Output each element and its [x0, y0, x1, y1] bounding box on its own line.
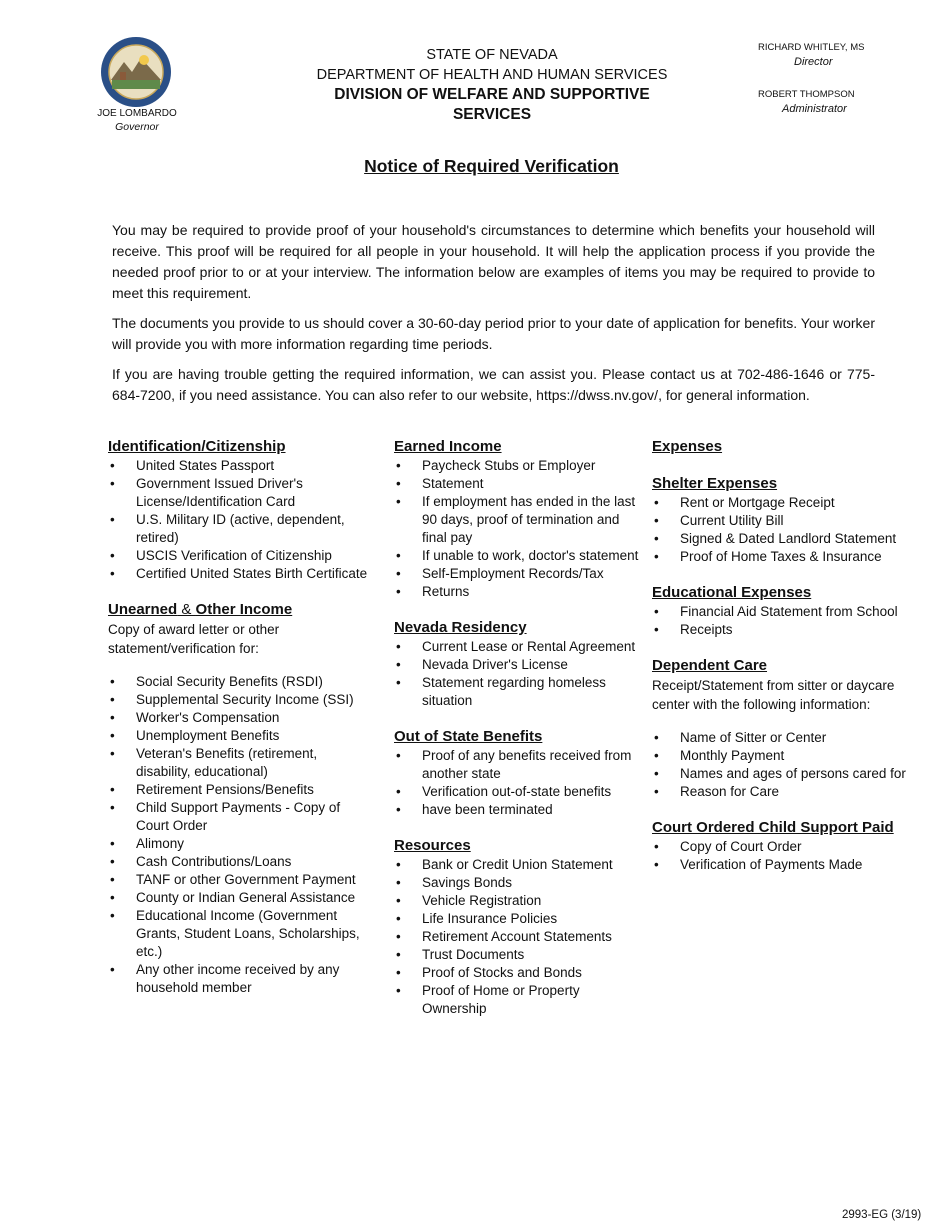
list-item: • Monthly Payment — [652, 747, 922, 765]
identification-list — [108, 457, 373, 583]
section-heading-shelter-expenses: Shelter Expenses — [652, 475, 778, 492]
section-heading-earned-income: Earned Income — [394, 438, 502, 455]
section-heading-identification: Identification/Citizenship — [108, 438, 286, 455]
list-item: • Returns — [394, 583, 639, 601]
column-left — [108, 437, 373, 997]
administrator-name: ROBERT THOMPSON — [758, 89, 855, 100]
list-item: • Certified United States Birth Certificate — [108, 565, 373, 583]
list-item: • Educational Income (Government Grants, Student Loans, Scholarships, etc.) — [108, 907, 373, 961]
section-heading-dependent-care: Dependent Care — [652, 657, 768, 674]
list-item: • USCIS Verification of Citizenship — [108, 547, 373, 565]
director-name: RICHARD WHITLEY, MS — [758, 42, 865, 53]
director-block — [758, 41, 893, 70]
section-heading-out-of-state-benefits: Out of State Benefits — [394, 728, 543, 745]
intro-text — [112, 220, 875, 415]
list-item: • Verification of Payments Made — [652, 856, 922, 874]
administrator-block — [758, 88, 893, 117]
dependent-care-list — [652, 729, 922, 801]
list-item: • If employment has ended in the last 90 days, proof of termination and final pay — [394, 493, 639, 547]
list-item: • Statement regarding homeless situation — [394, 674, 639, 710]
governor-title: Governor — [115, 121, 159, 133]
list-item: • have been terminated — [394, 801, 639, 819]
column-right — [652, 437, 922, 874]
form-number: 2993-EG (3/19) — [842, 1209, 922, 1221]
list-item: • Proof of Stocks and Bonds — [394, 964, 639, 982]
list-item: • U.S. Military ID (active, dependent, retired) — [108, 511, 373, 547]
state-seal-logo — [100, 36, 172, 108]
division-name-line1: DIVISION OF WELFARE AND SUPPORTIVE — [334, 86, 650, 103]
list-item: • Rent or Mortgage Receipt — [652, 494, 922, 512]
section-heading-expenses: Expenses — [652, 438, 723, 455]
list-item: • Child Support Payments - Copy of Court Order — [108, 799, 373, 835]
list-item: • Retirement Pensions/Benefits — [108, 781, 373, 799]
list-item: • Unemployment Benefits — [108, 727, 373, 745]
list-item: • Vehicle Registration — [394, 892, 639, 910]
list-item: • Statement — [394, 475, 639, 493]
dependent-care-note: Receipt/Statement from sitter or daycare center with the following information: — [652, 678, 895, 712]
intro-paragraph: The documents you provide to us should cover a 30-60-day period prior to your date of application for benefits. Your worker will provide you with more information regarding time periods. — [112, 315, 875, 352]
list-item: • Any other income received by any household member — [108, 961, 373, 997]
department-name: DEPARTMENT OF HEALTH AND HUMAN SERVICES — [316, 67, 668, 83]
list-item: • Self-Employment Records/Tax — [394, 565, 639, 583]
out-of-state-list — [394, 747, 639, 819]
governor-name: JOE LOMBARDO — [97, 108, 177, 119]
list-item: • Veteran's Benefits (retirement, disability, educational) — [108, 745, 373, 781]
earned-income-list — [394, 457, 639, 601]
administrator-title: Administrator — [782, 103, 847, 115]
list-item: • Bank or Credit Union Statement — [394, 856, 639, 874]
list-item: • Current Utility Bill — [652, 512, 922, 530]
list-item: • Social Security Benefits (RSDI) — [108, 673, 373, 691]
resources-list — [394, 856, 639, 1018]
section-heading-resources: Resources — [394, 837, 471, 854]
state-name: STATE OF NEVADA — [426, 47, 558, 63]
unearned-income-list — [108, 673, 373, 997]
list-item: • Alimony — [108, 835, 373, 853]
list-item: • Worker's Compensation — [108, 709, 373, 727]
list-item: • Name of Sitter or Center — [652, 729, 922, 747]
residency-list — [394, 638, 639, 710]
unearned-income-note: Copy of award letter or other statement/verification for: — [108, 622, 280, 656]
agency-header — [300, 45, 684, 125]
list-item: • Trust Documents — [394, 946, 639, 964]
list-item: • Paycheck Stubs or Employer — [394, 457, 639, 475]
list-item: • Signed & Dated Landlord Statement — [652, 530, 922, 548]
list-item: • Savings Bonds — [394, 874, 639, 892]
list-item: • County or Indian General Assistance — [108, 889, 373, 907]
list-item: • Life Insurance Policies — [394, 910, 639, 928]
list-item: • Proof of any benefits received from another state — [394, 747, 639, 783]
list-item: • Supplemental Security Income (SSI) — [108, 691, 373, 709]
list-item: • Names and ages of persons cared for — [652, 765, 922, 783]
section-heading-educational-expenses: Educational Expenses — [652, 584, 812, 601]
list-item: • If unable to work, doctor's statement — [394, 547, 639, 565]
educational-expenses-list — [652, 603, 922, 639]
division-name-line2: SERVICES — [452, 106, 532, 123]
child-support-list — [652, 838, 922, 874]
intro-paragraph: If you are having trouble getting the required information, we can assist you. Please contact us at 702-486-1646 or 775-684-7200, if you need assistance. You can also refer to our website, https://dwss.nv.gov/, for general information. — [112, 366, 875, 403]
list-item: • United States Passport — [108, 457, 373, 475]
list-item: • Copy of Court Order — [652, 838, 922, 856]
list-item: • Government Issued Driver's License/Identification Card — [108, 475, 373, 511]
list-item: • Cash Contributions/Loans — [108, 853, 373, 871]
list-item: • Proof of Home or Property Ownership — [394, 982, 639, 1018]
list-item: • Verification out-of-state benefits — [394, 783, 639, 801]
shelter-expenses-list — [652, 494, 922, 566]
list-item: • Nevada Driver's License — [394, 656, 639, 674]
section-heading-nevada-residency: Nevada Residency — [394, 619, 527, 636]
column-middle — [394, 437, 639, 1018]
list-item: • Current Lease or Rental Agreement — [394, 638, 639, 656]
list-item: • Retirement Account Statements — [394, 928, 639, 946]
intro-paragraph: You may be required to provide proof of your household's circumstances to determine which benefits your household will receive. This proof will be required for all people in your household. It will help the application process if you provide the needed proof prior to or at your interview. The information below are examples of items you may be required to provide to meet this requirement. — [112, 222, 875, 301]
list-item: • Reason for Care — [652, 783, 922, 801]
director-title: Director — [794, 56, 833, 68]
list-item: • Proof of Home Taxes & Insurance — [652, 548, 922, 566]
page-title: Notice of Required Verification — [364, 156, 619, 176]
list-item: • Financial Aid Statement from School — [652, 603, 922, 621]
section-heading-unearned-income: Unearned & Other Income — [108, 601, 293, 618]
list-item: • Receipts — [652, 621, 922, 639]
list-item: • TANF or other Government Payment — [108, 871, 373, 889]
section-heading-child-support: Court Ordered Child Support Paid — [652, 819, 894, 836]
